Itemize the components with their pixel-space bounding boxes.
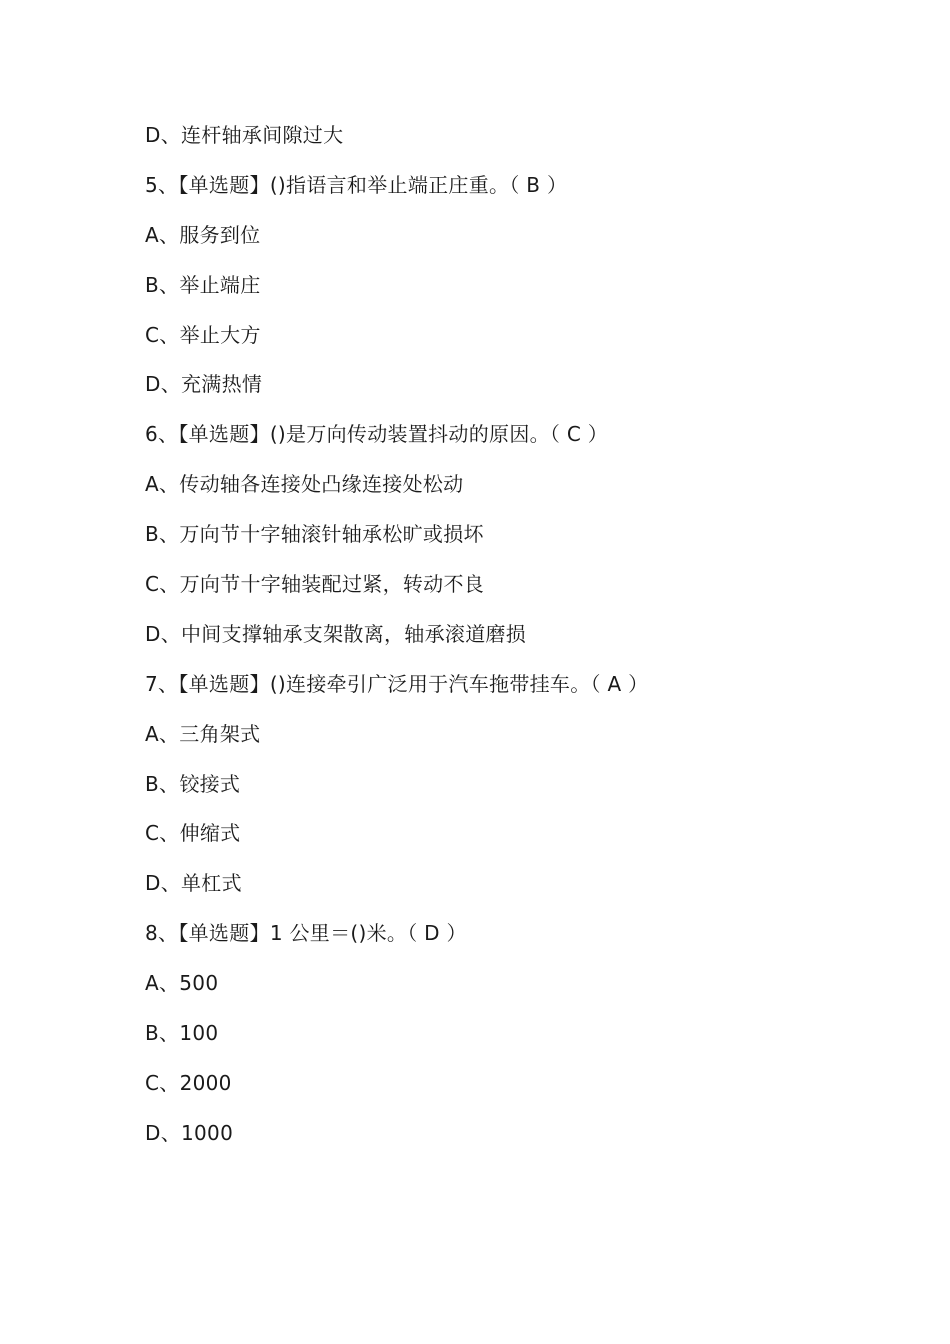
option-line: C、伸缩式 (145, 821, 241, 846)
question-list (145, 111, 865, 1159)
question-line: 6、【单选题】()是万向传动装置抖动的原因。（ C ） (145, 422, 609, 447)
option-line: C、万向节十字轴装配过紧，转动不良 (145, 572, 485, 597)
option-line: C、举止大方 (145, 322, 261, 347)
option-line: A、三角架式 (145, 721, 261, 746)
option-line: B、万向节十字轴滚针轴承松旷或损坏 (145, 522, 484, 547)
option-line: B、100 (145, 1021, 219, 1046)
option-line: A、500 (145, 971, 219, 996)
option-line: D、单杠式 (145, 871, 242, 896)
option-line: D、1000 (145, 1120, 234, 1145)
option-line: D、充满热情 (145, 372, 263, 397)
question-line: 5、【单选题】()指语言和举止端正庄重。（ B ） (145, 172, 568, 197)
option-line: B、举止端庄 (145, 272, 261, 297)
question-line: 8、【单选题】1 公里＝()米。（ D ） (145, 921, 467, 946)
option-line: C、2000 (145, 1070, 232, 1095)
question-line: 7、【单选题】()连接牵引广泛用于汽车拖带挂车。（ A ） (145, 671, 649, 696)
option-line: A、传动轴各连接处凸缘连接处松动 (145, 472, 464, 497)
option-line: B、铰接式 (145, 771, 241, 796)
option-line: D、连杆轴承间隙过大 (145, 123, 344, 147)
option-line: A、服务到位 (145, 222, 261, 247)
option-line: D、中间支撑轴承支架散离，轴承滚道磨损 (145, 621, 527, 646)
